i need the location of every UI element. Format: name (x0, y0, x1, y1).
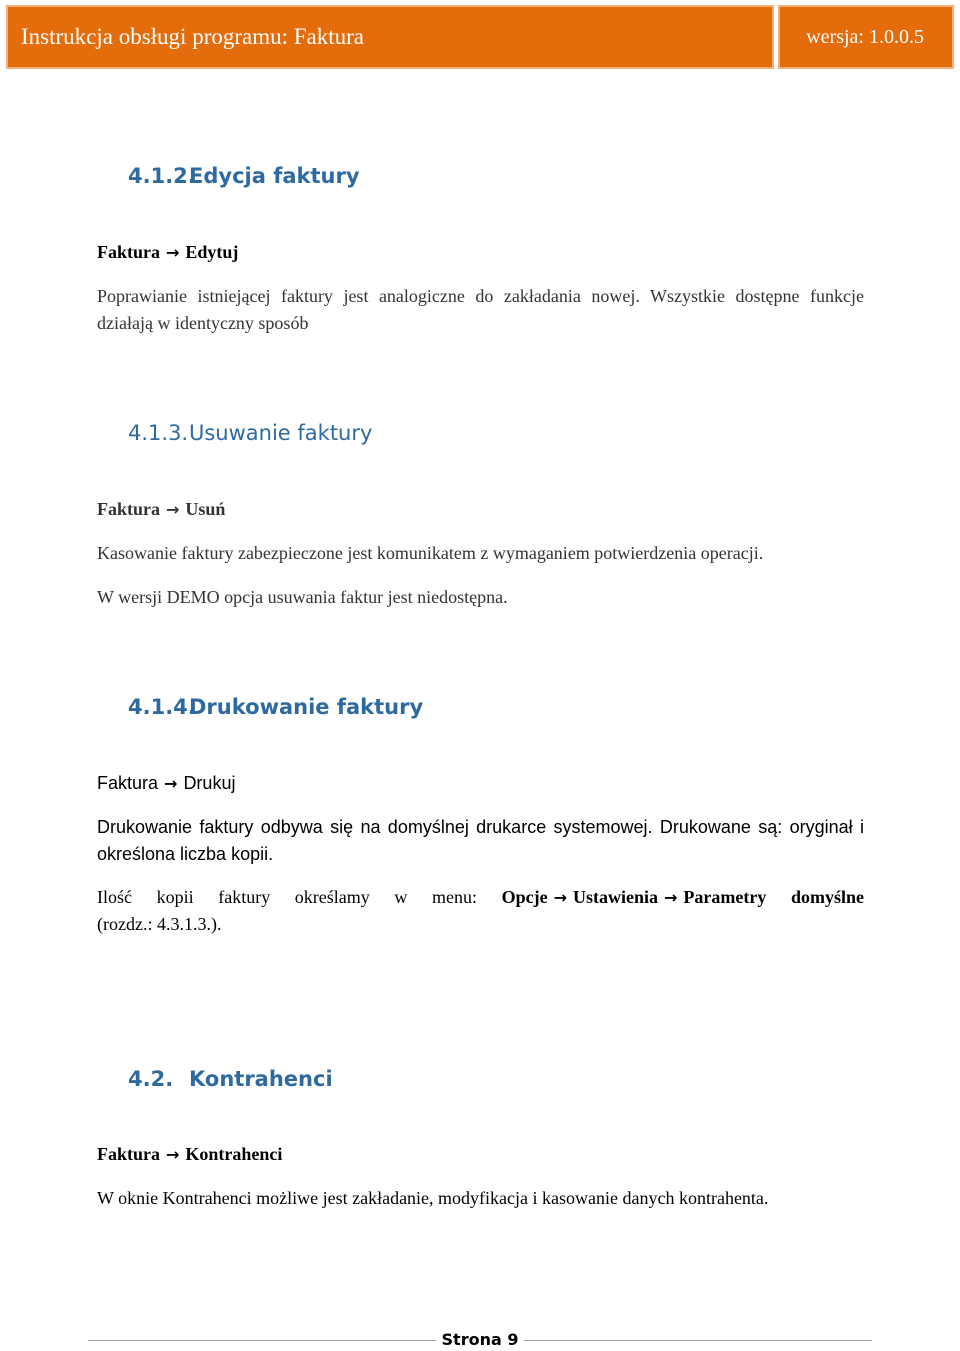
heading-number: 4.1.3. (128, 421, 189, 445)
menu-path-item: Kontrahenci (185, 1144, 283, 1164)
menu-path-edytuj (97, 239, 864, 266)
page-number: Strona 9 (441, 1330, 519, 1349)
menu-path-item: Drukuj (183, 773, 236, 793)
copies-note-reference: (rozdz.: 4.3.1.3.). (97, 914, 222, 934)
heading-title: Kontrahenci (189, 1067, 333, 1091)
heading-usuwanie-faktury (128, 421, 372, 445)
heading-drukowanie-faktury (128, 695, 423, 719)
copies-note (97, 884, 864, 911)
heading-title: Edycja faktury (189, 164, 360, 188)
copies-note-text: Ilość kopii faktury określamy w menu: (97, 887, 502, 907)
heading-title: Drukowanie faktury (189, 695, 424, 719)
menu-path-usun (97, 496, 864, 523)
right-arrow-icon: → (166, 1145, 180, 1164)
menu-path-item: Faktura (97, 499, 160, 519)
page-header (6, 5, 954, 69)
menu-path-item: Opcje (501, 887, 548, 907)
right-arrow-icon: → (164, 774, 178, 793)
paragraph: Kasowanie faktury zabezpieczone jest komunikatem z wymaganiem potwierdzenia operacji. (97, 543, 764, 563)
right-arrow-icon: → (166, 500, 180, 519)
heading-title: Usuwanie faktury (189, 421, 373, 445)
menu-path-item: Edytuj (185, 242, 239, 262)
menu-path-item: Faktura (97, 773, 159, 793)
document-title: Instrukcja obsługi programu: Faktura (6, 5, 774, 69)
menu-path-item: Faktura (97, 1144, 160, 1164)
menu-path-item: Faktura (97, 242, 160, 262)
paragraph: Poprawianie istniejącej faktury jest analogiczne do zakładania nowej. Wszystkie dostępne funkcje działają w identyczny sposób (97, 286, 864, 333)
heading-number: 4.1.4. (128, 695, 196, 719)
paragraph: W wersji DEMO opcja usuwania faktur jest niedostępna. (97, 587, 508, 607)
heading-number: 4.1.2. (128, 164, 196, 188)
menu-path-item: Ustawienia (573, 887, 658, 907)
menu-path-drukuj (97, 770, 864, 797)
paragraph: W oknie Kontrahenci możliwe jest zakładanie, modyfikacja i kasowanie danych kontrahenta. (97, 1188, 769, 1208)
right-arrow-icon: → (664, 888, 678, 907)
paragraph: Drukowanie faktury odbywa się na domyślnej drukarce systemowej. Drukowane są: oryginał i określona liczba kopii. (97, 817, 864, 864)
document-version: wersja: 1.0.0.5 (778, 5, 954, 69)
heading-kontrahenci (128, 1067, 333, 1091)
menu-path-item: Parametry domyślne (683, 887, 864, 907)
heading-number: 4.2. (128, 1067, 174, 1091)
heading-edycja-faktury (128, 164, 360, 188)
right-arrow-icon: → (166, 243, 180, 262)
right-arrow-icon: → (553, 888, 567, 907)
menu-path-kontrahenci (97, 1141, 864, 1168)
menu-path-item: Usuń (185, 499, 226, 519)
